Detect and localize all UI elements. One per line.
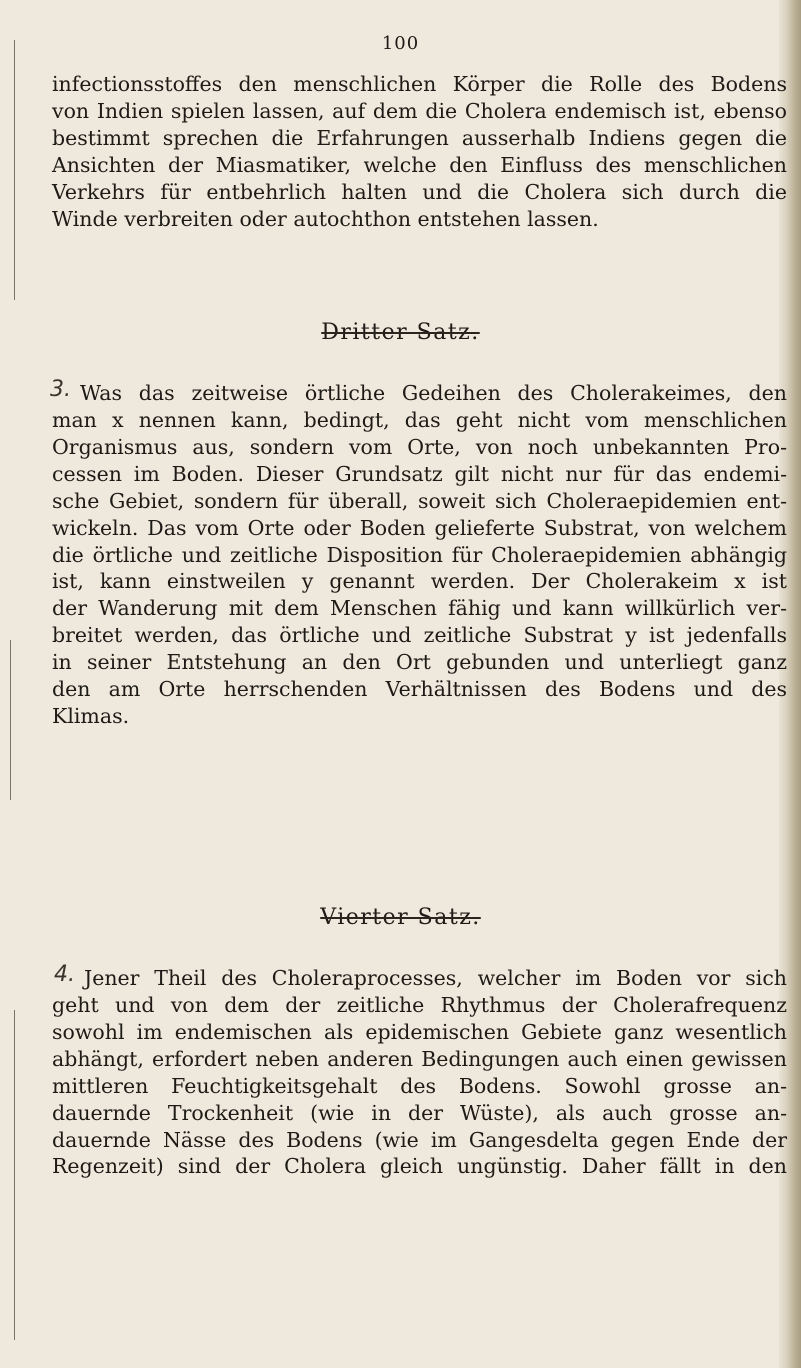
text-line: Klimas. [52,703,130,728]
margin-pencil-line [14,1010,15,1340]
section-3-paragraph [80,380,787,407]
text-line: Organismus aus, sondern vom Orte, von noch unbekannten Pro- [52,434,787,459]
text-line: Ansichten der Miasmatiker, welche den Einfluss des menschlichen [52,152,787,177]
text-line: sowohl im endemischen als epidemischen Gebiete ganz wesentlich [52,1019,787,1044]
text-line: cessen im Boden. Dieser Grundsatz gilt nicht nur für das endemi- [52,461,787,486]
text-line: dauernde Nässe des Bodens (wie im Gangesdelta gegen Ende der [52,1127,787,1152]
text-line: dauernde Trockenheit (wie in der Wüste), als auch grosse an- [52,1100,787,1125]
text-line: geht und von dem der zeitliche Rhythmus der Cholerafrequenz [52,993,787,1017]
page-number: 100 [381,33,420,54]
text-line: die örtliche und zeitliche Disposition für Choleraepidemien abhängig [52,542,787,567]
text-line: wickeln. Das vom Orte oder Boden gelieferte Substrat, von welchem [52,515,787,540]
text-line: infectionsstoffes den menschlichen Körper die Rolle des Bodens [52,72,787,96]
section-3-title: Dritter Satz. [321,320,480,345]
text-line: von Indien spielen lassen, auf dem die Cholera endemisch ist, ebenso [52,98,787,123]
section-4-title: Vierter Satz. [320,905,481,930]
section-4-paragraph-body [52,992,787,1180]
margin-pencil-line [14,40,15,300]
text-line: man x nennen kann, bedingt, das geht nicht vom menschlichen [52,408,787,432]
section-3-margin-mark: 3. [50,377,71,402]
section-4-margin-mark: 4. [54,962,75,987]
section-4-paragraph [84,965,787,992]
text-line: Verkehrs für entbehrlich halten und die Cholera sich durch die [52,179,787,204]
text-line: breitet werden, das örtliche und zeitliche Substrat y ist jedenfalls [52,623,787,648]
text-line: bestimmt sprechen die Erfahrungen ausserhalb Indiens gegen die [52,125,787,150]
section-4-heading [0,905,801,930]
margin-pencil-line [10,640,11,800]
intro-paragraph [52,71,787,232]
section-3-paragraph-body [52,407,787,730]
text-line: Winde verbreiten oder autochthon entstehen lassen. [52,206,599,231]
text-line: Jener Theil des Choleraprocesses, welcher im Boden vor sich [84,966,787,990]
text-line: Regenzeit) sind der Cholera gleich ungünstig. Daher fällt in den [52,1154,787,1179]
text-line: abhängt, erfordert neben anderen Bedingungen auch einen gewissen [52,1046,787,1071]
text-line: der Wanderung mit dem Menschen fähig und kann willkürlich ver- [52,596,787,621]
section-3-heading [0,320,801,345]
text-line: mittleren Feuchtigkeitsgehalt des Bodens. Sowohl grosse an- [52,1073,787,1098]
text-line: ist, kann einstweilen y genannt werden. Der Cholerakeim x ist [52,569,787,594]
text-line: den am Orte herrschenden Verhältnissen des Bodens und des [52,677,787,702]
text-line: sche Gebiet, sondern für überall, soweit sich Choleraepidemien ent- [52,488,787,513]
text-line: Was das zeitweise örtliche Gedeihen des Cholerakeimes, den [80,381,787,405]
text-line: in seiner Entstehung an den Ort gebunden und unterliegt ganz [52,650,787,675]
